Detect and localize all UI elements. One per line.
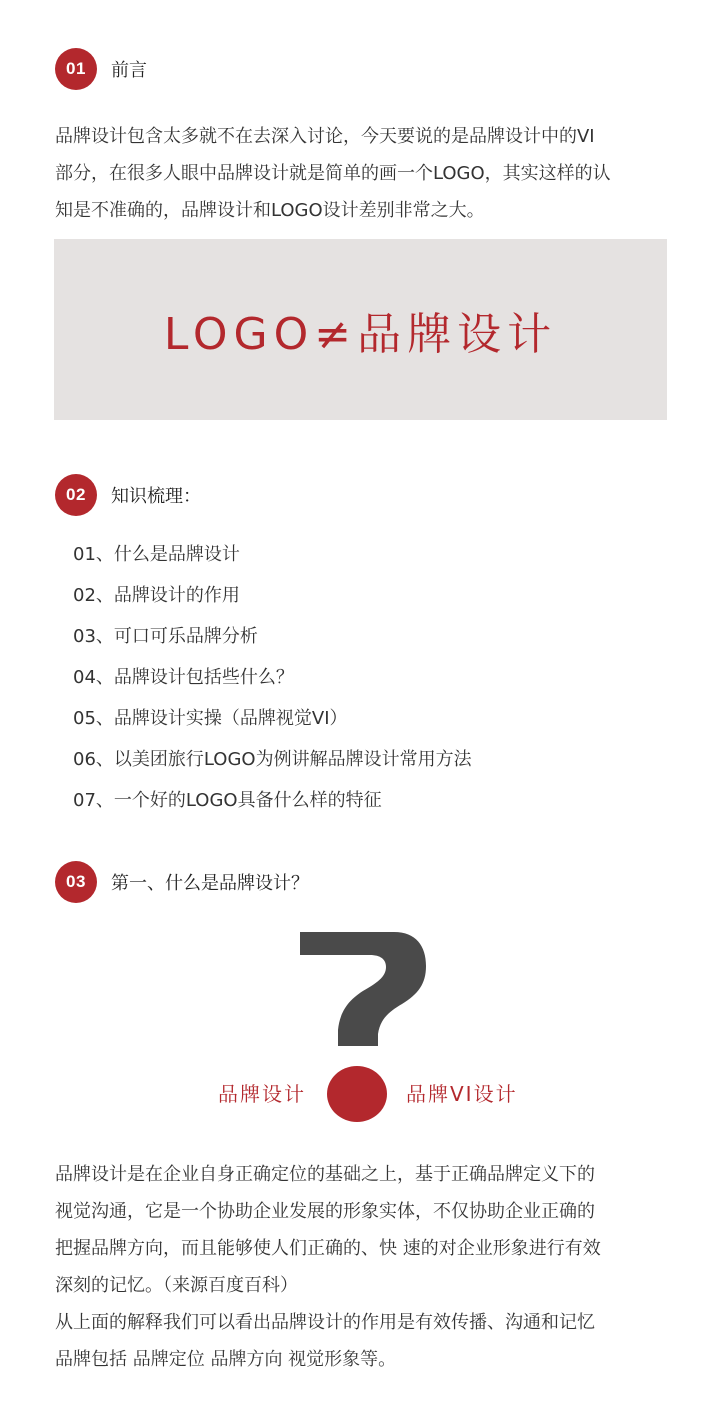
banner-text: LOGO≠品牌设计 — [163, 308, 558, 360]
red-dot-icon — [327, 1066, 387, 1122]
logo-vs-brand-banner — [54, 239, 667, 420]
section-number-badge: 02 — [55, 474, 97, 516]
toc-item: 03、可口可乐品牌分析 — [73, 626, 258, 647]
section-title: 知识梳理： — [111, 486, 201, 507]
toc-item: 04、品牌设计包括些什么？ — [73, 667, 294, 688]
text-line: 知是不准确的，品牌设计和LOGO设计差别非常之大。 — [55, 200, 485, 221]
section-title: 第一、什么是品牌设计？ — [111, 873, 309, 894]
section-title: 前言 — [111, 60, 147, 81]
figure-label-left: 品牌设计 — [218, 1082, 306, 1106]
text-line: 视觉沟通，它是一个协助企业发展的形象实体，不仅协助企业正确的 — [55, 1201, 595, 1222]
text-line: 深刻的记忆。（来源百度百科） — [55, 1275, 298, 1296]
definition-paragraph — [55, 1156, 670, 1378]
section-header-01 — [55, 48, 147, 90]
text-line: 从上面的解释我们可以看出品牌设计的作用是有效传播、沟通和记忆 — [55, 1312, 595, 1333]
toc-item: 06、以美团旅行LOGO为例讲解品牌设计常用方法 — [73, 749, 472, 770]
section-header-03 — [55, 861, 309, 903]
figure-label-right: 品牌VI设计 — [406, 1082, 518, 1106]
section-number-badge: 03 — [55, 861, 97, 903]
table-of-contents — [73, 540, 472, 827]
text-line: 部分，在很多人眼中品牌设计就是简单的画一个LOGO，其实这样的认 — [55, 163, 611, 184]
question-mark-icon — [298, 930, 428, 1048]
toc-item: 01、什么是品牌设计 — [73, 544, 240, 565]
intro-paragraph — [55, 118, 670, 229]
text-line: 品牌设计包含太多就不在去深入讨论，今天要说的是品牌设计中的VI — [55, 126, 595, 147]
section-number-badge: 01 — [55, 48, 97, 90]
toc-item: 07、一个好的LOGO具备什么样的特征 — [73, 790, 382, 811]
text-line: 品牌包括 品牌定位 品牌方向 视觉形象等。 — [55, 1349, 397, 1370]
toc-item: 05、品牌设计实操（品牌视觉VI） — [73, 708, 348, 729]
text-line: 把握品牌方向，而且能够使人们正确的、快 速的对企业形象进行有效 — [55, 1238, 601, 1259]
toc-item: 02、品牌设计的作用 — [73, 585, 240, 606]
section-header-02 — [55, 474, 201, 516]
text-line: 品牌设计是在企业自身正确定位的基础之上，基于正确品牌定义下的 — [55, 1164, 595, 1185]
